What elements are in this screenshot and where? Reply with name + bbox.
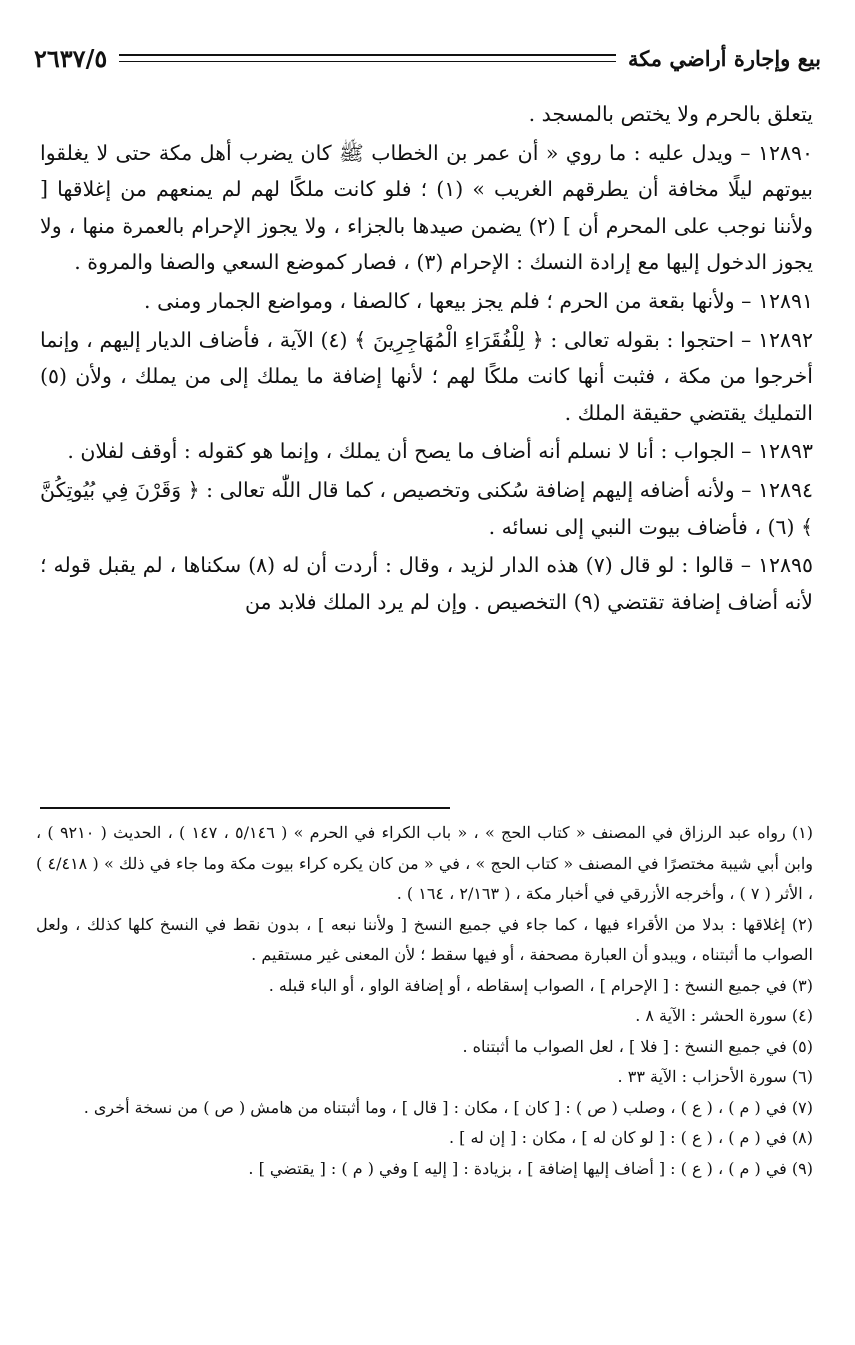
footnote: (٣) في جميع النسخ : [ الإحرام ] ، الصواب إسقاطه ، أو إضافة الواو ، أو الباء قبله .: [268, 975, 813, 995]
footnote: (٧) في ( م ) ، ( ع ) ، وصلب ( ص ) : [ كان ] ، مكان : [ قال ] ، وما أثبتناه من هامش ( ص ) من نسخة أخرى .: [83, 1097, 813, 1117]
paragraph: يتعلق بالحرم ولا يختص بالمسجد .: [528, 102, 813, 126]
footnote: (٩) في ( م ) ، ( ع ) : [ أضاف إليها إضافة ] ، بزيادة : [ إليه ] وفي ( م ) : [ يقتضي ] .: [248, 1158, 813, 1178]
footnote: (٨) في ( م ) ، ( ع ) : [ لو كان له ] ، مكان : [ إن له ] .: [448, 1128, 813, 1147]
footnote: (٥) في جميع النسخ : [ فلا ] ، لعل الصواب ما أثبتناه .: [462, 1036, 813, 1056]
paragraph: ١٢٨٩٣ – الجواب : أنا لا نسلم أنه أضاف ما يصح أن يملك ، وإنما هو كقوله : أوقف لفلان .: [67, 439, 813, 464]
footnote: (١) رواه عبد الرزاق في المصنف « كتاب الحج » ، « باب الكراء في الحرم » ( ٥/١٤٦ ، ١٤٧ ) ، الحديث ( ٩٢١٠ ) ، وابن أبي شيبة مختصرًا في المصنف « كتاب الحج » ، في « من كان يكره كراء بيوت مكة وما جاء في ذلك » ( ٤/٤١٨ ) ، الأثر ( ٧ ) ، وأخرجه الأزرقي في أخبار مكة ، ( ٢/١٦٣ ، ١٦٤ ) .: [36, 823, 814, 903]
main-text: [40, 96, 813, 622]
footnotes: [36, 818, 813, 1184]
paragraph: ١٢٨٩٢ – احتجوا : بقوله تعالى : ﴿ لِلْفُقَرَاءِ الْمُهَاجِرِينَ ﴾ (٤) الآية ، فأضاف الديار إليهم ، وإنما أخرجوا من مكة ، فثبت أنها كانت ملكًا لهم ؛ لأنها إضافة ما يملك إلى من يملك ، ولأن (٥) التمليك يقتضي حقيقة الملك .: [40, 327, 813, 425]
paragraph: ١٢٨٩٥ – قالوا : لو قال (٧) هذه الدار لزيد ، وقال : أردت أن له (٨) سكناها ، لم يقبل قوله ؛ لأنه أضاف إضافة تقتضي (٩) التخصيص . وإن لم يرد الملك فلابد من: [40, 553, 813, 614]
footnote: (٦) سورة الأحزاب : الآية ٣٣ .: [617, 1067, 813, 1086]
running-title: بيع وإجارة أراضي مكة: [627, 45, 821, 71]
footnote: (٤) سورة الحشر : الآية ٨ .: [635, 1006, 813, 1025]
paragraph: ١٢٨٩٤ – ولأنه أضافه إليهم إضافة سُكنى وتخصيص ، كما قال اللّٰه تعالى : ﴿ وَقَرْنَ فِي بُيُوتِكُنَّ ﴾ (٦) ، فأضاف بيوت النبي إلى نسائه .: [40, 477, 813, 539]
paragraph: ١٢٨٩٠ – ويدل عليه : ما روي « أن عمر بن الخطاب ﷺ كان يضرب أهل مكة حتى لا يغلقوا بيوتهم ليلًا مخافة أن يطرقهم الغريب » (١) ؛ فلو كانت ملكًا لهم لم يمنعهم من إغلاقها [ ولأننا نوجب على المحرم أن ] (٢) يضمن صيدها بالجزاء ، ولا يجوز الإحرام بالعمرة منها ، ولا يجوز الدخول إليها مع إرادة النسك : الإحرام (٣) ، فصار كموضع السعي والصفا والمروة .: [40, 140, 813, 275]
footnote-separator: [40, 807, 450, 809]
page-number: ٢٦٣٧/٥: [34, 43, 108, 73]
page-header: [34, 38, 821, 78]
header-rule: [119, 54, 616, 62]
paragraph: ١٢٨٩١ – ولأنها بقعة من الحرم ؛ فلم يجز بيعها ، كالصفا ، ومواضع الجمار ومنى .: [144, 288, 813, 313]
footnote: (٢) إغلاقها : بدلا من الأقراء فيها ، كما جاء في جميع النسخ [ ولأننا نبعه ] ، بدون نقط في النسخ كلها كذلك ، ولعل الصواب ما أثبتناه ، ويبدو أن العبارة مصحفة ، أو فيها سقط ؛ لأن المعنى غير مستقيم .: [36, 914, 813, 964]
